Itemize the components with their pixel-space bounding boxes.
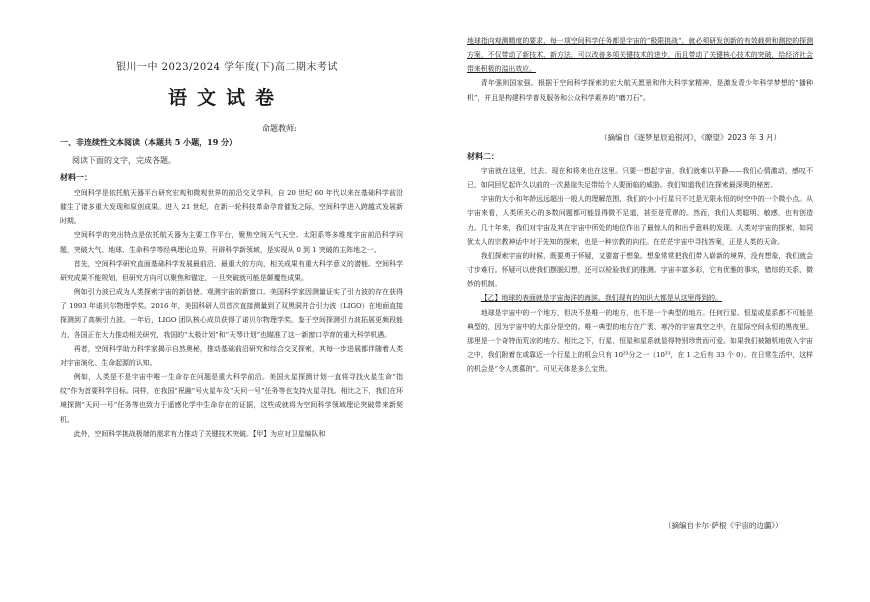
material2-body <box>467 164 813 376</box>
paragraph: 青年强则国家强。根据于空间科学探索的宏大航天愿景和伟大科学家精神，是激发青少年科学梦想的“播种机”，并且是构建科学普及服务和公众科学素养的“磨刀石”。 <box>467 79 813 102</box>
paragraph: 例如引力波已成为人类探索宇宙的新信使、观测宇宙的新窗口。美国科学家因测量证实了引力波的存在获得了 1993 年诺贝尔物理学奖。2016 年，美国科研人员首次直接测量到了双黑洞并合引力波（LIGO）在地面直接探测到了高频引力波。一年后，LIGO 团队核心成员获得了诺贝尔物理学奖。鉴于空间探测引力波拓展更频段能力，各国正在大力推动相关研究，我国的“太极计划”和“天琴计划”也瞄准了这一新窗口孕育的重大科学机遇。 <box>60 288 403 339</box>
source-citation-1: （摘编自《逐梦星辰追银河》，《瞭望》2023 年 3 月） <box>600 133 782 142</box>
source-citation-2: （摘编自卡尔·萨根《宇宙的边疆》） <box>664 521 783 530</box>
paragraph: 我们探索宇宙的时候，既要勇于怀疑，又要富于想象。想象常常把我们带入崭新的境界，没有想象，我们就会寸步难行。怀疑可以使我们摆脱幻想，还可以检验我们的推测。宇宙丰富多彩，它有优雅的事实，错综的关系，微妙的机制。 <box>467 251 813 289</box>
paragraph: 地球是宇宙中的一个地方，但决不是唯一的地方，也不是一个典型的地方。任何行星、恒星或星系都不可能是典型的，因为宇宙中的大部分是空的。唯一典型的地方在广袤、寒冷的宇宙真空之中，在星际空间永恒的黑夜里。那里是一个奇特而荒凉的地方。相比之下，行星、恒星和星系就显得特别珍贵而可爱。如果我们被随机地放入宇宙之中，我们附着在或靠近一个行星上的机会只有 10³³分之一（10³³，在 1 之后有 33 个 0）。在日常生活中，这样的机会是“令人羡慕的”。可见天体是多么宝贵。 <box>467 308 813 374</box>
paragraph: 【乙】地球的表面就是宇宙海洋的海滨。我们现有的知识大都是从这里得到的。 <box>480 294 722 303</box>
paragraph: 再者，空间科学助力科学家揭示自然奥秘，推动基础前沿研究和综合交叉探索，其每一步进展都伴随着人类对宇宙演化、生命起源的认知。 <box>60 344 403 367</box>
paragraph: 宇宙的大小和年龄远远超出一般人的理解范围，我们的小小行星只不过是无限永恒的时空中的一个微小点。从宇宙来看，人类所关心的多数问题都可能显得微不足道，甚至是荒谬的。然而，我们人类聪明、敏感，也有创造力。几十年来，我们对宇宙及其在宇宙中所处的地位作出了最惊人的和出乎意料的发现。人类对宇宙的探索，如同犹太人的宗教神话中对于先知的探索，也是一种宗教的向往。在茫茫宇宙中寻找答案，正是人类的天命。 <box>467 195 813 246</box>
paragraph: 宇宙就在这里，过去、现在和将来也在这里。只要一想起宇宙，我们就难以平静——我们心情激动，感叹不已，如同回忆起许久以前的一次悬崖失足带给个人要面临的威胁。我们知道我们在探索最深奥的秘密。 <box>467 167 813 190</box>
material1-body <box>60 186 403 441</box>
paragraph: 此外，空间科学挑战极端的需求有力推动了关键技术突破。【甲】为应对卫星编队和 <box>73 429 326 438</box>
paragraph: 首先，空间科学研究直面基础科学发展最前沿、最重大的方向，相关成果有重大科学意义的潜能。空间科学研究成果不能规划，但研究方向可以聚焦和锚定，一旦突破就可能是颠覆性成果。 <box>60 259 403 282</box>
exam-title: 银川一中 2023/2024 学年度(下)高二期末考试 <box>116 62 338 73</box>
subject-title: 语文试卷 <box>168 87 285 109</box>
material1-label: 材料一： <box>60 172 92 182</box>
material1-continued <box>467 34 813 105</box>
paragraph: 空间科学是依托航天器平台研究宏观和微观世界的前沿交叉学科，自 20 世纪 60 年代以来在基础科学前沿催生了诸多重大发现和原创成果。进入 21 世纪，在新一轮科技革命孕育催发之际，空间科学进入跨越式发展新时期。 <box>60 189 403 226</box>
material2-label: 材料二： <box>467 151 499 161</box>
paragraph: 例如，人类是不是宇宙中唯一生命存在问题是重大科学前沿。美国火星探测计划一直将寻找火星生命“指纹”作为首要科学目标。同样，在我国“祝融”号火星车及“天问一号”任务等也支持火星寻找。相比之下，我们在环境探测“天问一号”任务等也致力于遥感化学中生命存在的证据，这些成就将为空间科学领域理论突破带来新契机。 <box>60 373 403 424</box>
section-heading: 一、非连续性文本阅读（本题共 5 小题，19 分） <box>60 137 238 147</box>
paragraph: 地球指向观测精度的要求，每一项空间科学任务都是宇宙的“极限挑战”，就必须研发创新的有效载荷和测控的探测方案，不仅带动了新技术、新方法，可以改善多项关键技术的进步，而且带动了关键核心技术的突破，给经济社会带来积极的溢出效应。 <box>467 37 813 74</box>
paragraph: 空间科学的突出特点是依托航天器为主要工作平台，聚焦空间天气天空、太阳系等多维度宇宙前沿科学问题，突破大气、地球、生命科学等经典理论边界，开辟科学新领域，是实现从 0 到 1 突破的主阵地之一。 <box>60 231 403 254</box>
instruction: 阅读下面的文字，完成各题。 <box>72 156 176 165</box>
author-line: 命题教师: <box>262 124 297 133</box>
